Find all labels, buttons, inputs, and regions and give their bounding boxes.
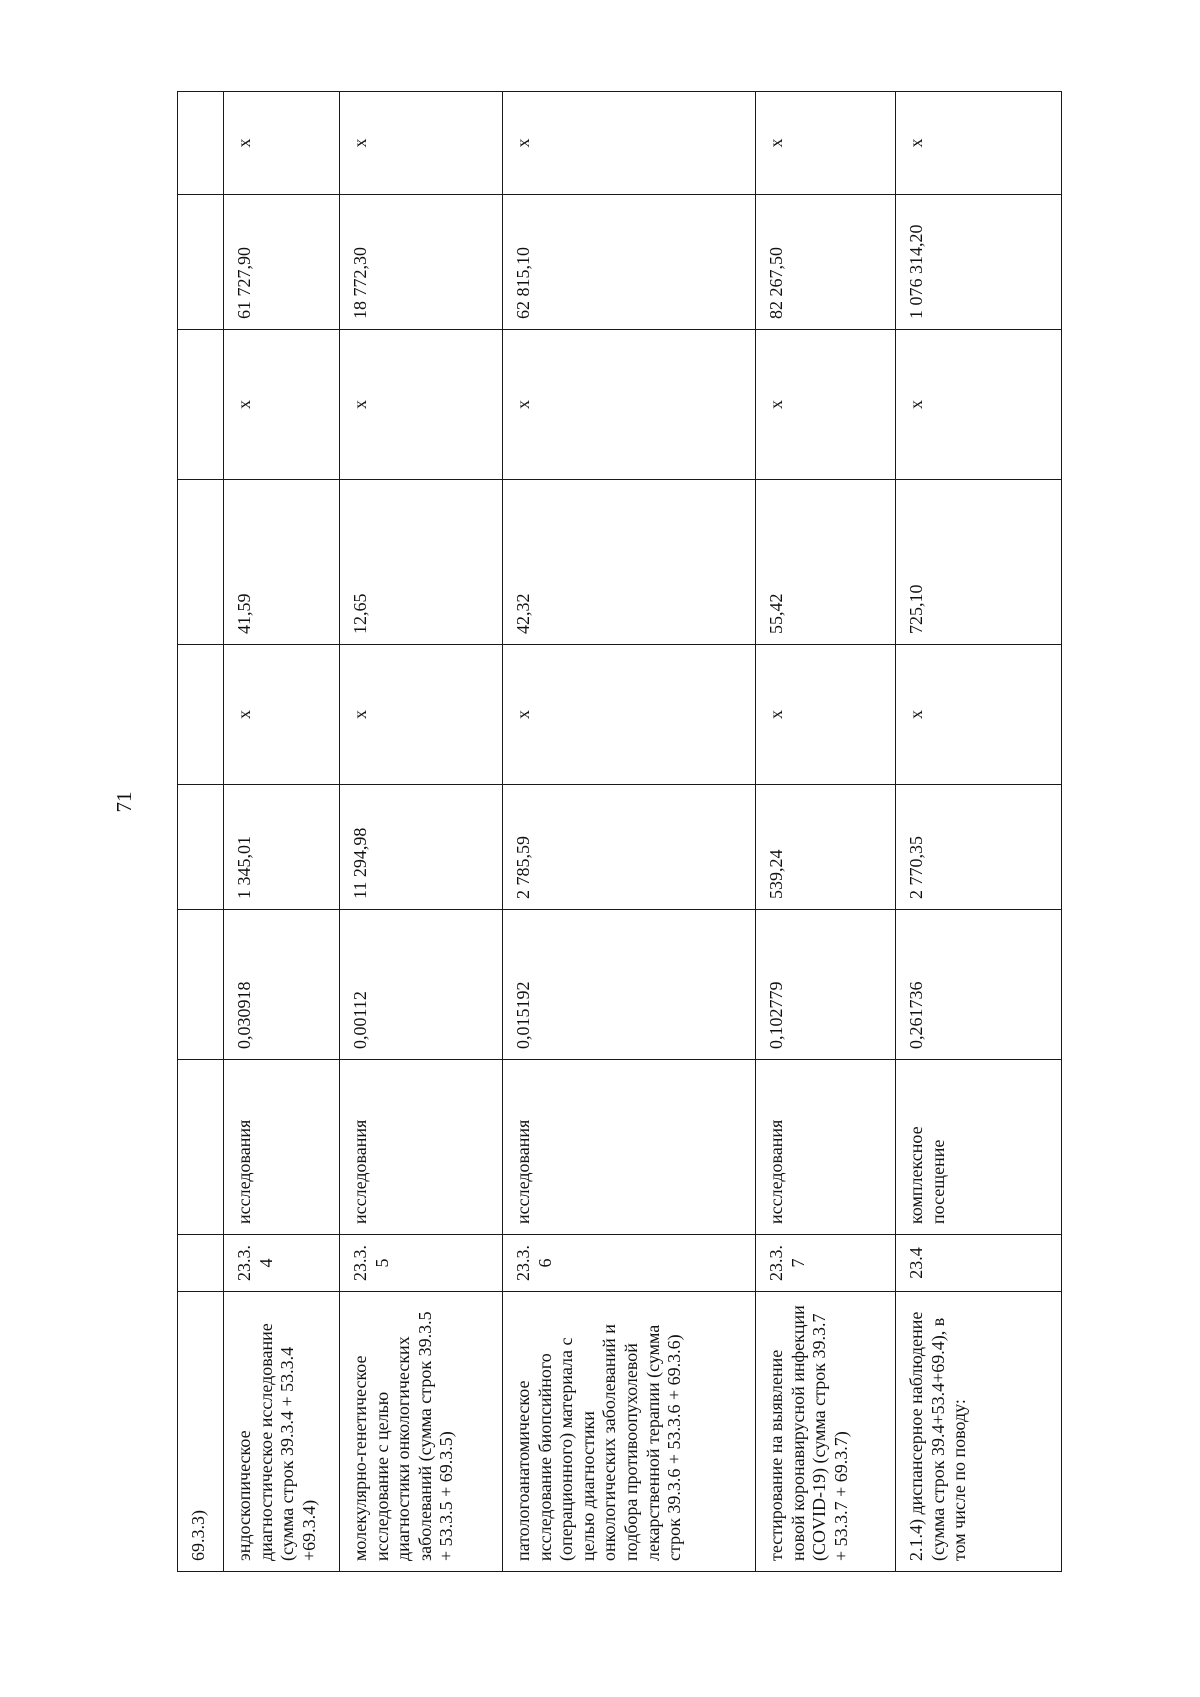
cost-table: [177, 91, 1062, 1572]
cell-unit: комплексное посещение: [896, 1060, 1062, 1235]
cell-row-code: 23.3.6: [503, 1235, 756, 1292]
table-row: [896, 92, 1062, 1572]
cell-x: x: [340, 330, 503, 480]
cell-unit: исследования: [503, 1060, 756, 1235]
cell-cost: 1 345,01: [224, 785, 340, 910]
cell-empty: [178, 645, 224, 785]
cell-value: 42,32: [503, 480, 756, 645]
cell-norm: 0,102779: [756, 910, 896, 1060]
cell-empty: [178, 92, 224, 195]
table-row-continuation: [178, 92, 224, 1572]
cell-unit: исследования: [756, 1060, 896, 1235]
cell-x: x: [503, 92, 756, 195]
cell-row-code: 23.3.4: [224, 1235, 340, 1292]
cell-x: x: [896, 330, 1062, 480]
table-row: [503, 92, 756, 1572]
cell-name: молекулярно-генетическое исследование с целью диагностики онкологических заболеваний (сумма строк 39.3.5 + 53.3.5 + 69.3.5): [340, 1292, 503, 1572]
cell-total: 82 267,50: [756, 195, 896, 330]
cell-empty: [178, 1235, 224, 1292]
cell-norm: 0,00112: [340, 910, 503, 1060]
cell-total: 61 727,90: [224, 195, 340, 330]
table-row: [340, 92, 503, 1572]
cell-x: x: [756, 92, 896, 195]
cell-x: x: [756, 330, 896, 480]
rotated-table-container: [177, 92, 1061, 1572]
cell-x: x: [224, 330, 340, 480]
page-number: 71: [112, 791, 136, 813]
table-row: [756, 92, 896, 1572]
cell-empty: [178, 910, 224, 1060]
cell-x: x: [340, 92, 503, 195]
cell-name: 69.3.3): [178, 1292, 224, 1572]
cell-x: x: [224, 92, 340, 195]
cell-empty: [178, 1060, 224, 1235]
cell-value: 41,59: [224, 480, 340, 645]
cell-cost: 2 785,59: [503, 785, 756, 910]
cell-norm: 0,015192: [503, 910, 756, 1060]
cell-row-code: 23.4: [896, 1235, 1062, 1292]
cell-empty: [178, 480, 224, 645]
cell-x: x: [503, 330, 756, 480]
cell-total: 1 076 314,20: [896, 195, 1062, 330]
cell-norm: 0,030918: [224, 910, 340, 1060]
cell-x: x: [896, 92, 1062, 195]
cell-empty: [178, 195, 224, 330]
cell-x: x: [896, 645, 1062, 785]
table-row: [224, 92, 340, 1572]
cell-value: 725,10: [896, 480, 1062, 645]
cell-cost: 11 294,98: [340, 785, 503, 910]
cell-empty: [178, 785, 224, 910]
cell-value: 55,42: [756, 480, 896, 645]
cell-x: x: [340, 645, 503, 785]
cell-x: x: [224, 645, 340, 785]
cell-unit: исследования: [340, 1060, 503, 1235]
cell-name: 2.1.4) диспансерное наблюдение (сумма строк 39.4+53.4+69.4), в том числе по поводу:: [896, 1292, 1062, 1572]
cell-x: x: [503, 645, 756, 785]
cell-name: тестирование на выявление новой коронавирусной инфекции (COVID-19) (сумма строк 39.3.7 + 53.3.7 + 69.3.7): [756, 1292, 896, 1572]
cell-x: x: [756, 645, 896, 785]
cell-cost: 539,24: [756, 785, 896, 910]
cell-name: эндоскопическое диагностическое исследование (сумма строк 39.3.4 + 53.3.4 +69.3.4): [224, 1292, 340, 1572]
cell-row-code: 23.3.7: [756, 1235, 896, 1292]
cell-empty: [178, 330, 224, 480]
cell-row-code: 23.3.5: [340, 1235, 503, 1292]
cell-unit: исследования: [224, 1060, 340, 1235]
cell-value: 12,65: [340, 480, 503, 645]
cell-total: 62 815,10: [503, 195, 756, 330]
cell-name: патологоанатомическое исследование биопсийного (операционного) материала с целью диагностики онкологических заболеваний и подбора противоопухолевой лекарственной терапии (сумма строк 39.3.6 + 53.3.6 + 69.3.6): [503, 1292, 756, 1572]
cell-total: 18 772,30: [340, 195, 503, 330]
cell-norm: 0,261736: [896, 910, 1062, 1060]
cell-cost: 2 770,35: [896, 785, 1062, 910]
